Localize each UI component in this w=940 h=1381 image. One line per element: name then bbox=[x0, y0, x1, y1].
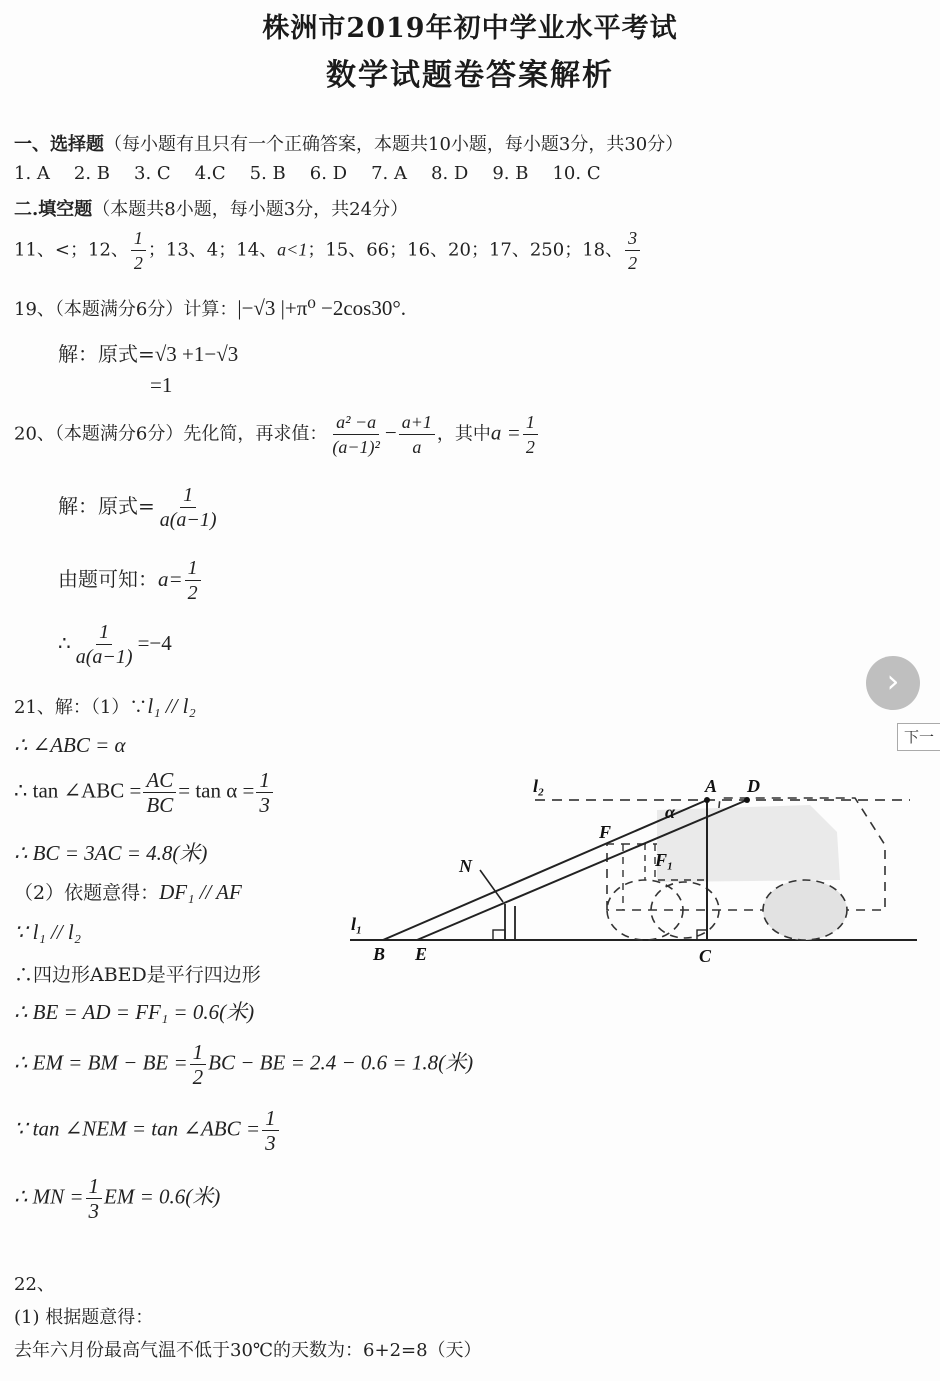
q21-line-9: ∴ EM = BM − BE = $\frac{1}{2}$ BC − BE = 2.4 − 0.6 = 1.8(米) bbox=[14, 1040, 474, 1089]
q20-given-fraction: $\frac{1}{2}$ bbox=[185, 556, 201, 605]
section2-note: （本题共8小题，每小题3分，共24分） bbox=[92, 199, 409, 220]
choice-answer: 1. A bbox=[14, 163, 50, 184]
choice-answer: 7. A bbox=[371, 163, 408, 184]
q21-line-8: ∴ BE = AD = FF₁ = 0.6(米) bbox=[14, 1000, 255, 1024]
label-D: D bbox=[747, 776, 760, 796]
choice-answer: 9. B bbox=[492, 163, 529, 184]
answer-11: 11、<； bbox=[14, 239, 88, 261]
section2-heading: 二.填空题 bbox=[14, 199, 93, 220]
section1-answers bbox=[14, 163, 625, 184]
q21-line-1: 21、解：（1）∵l₁ // l₂ bbox=[14, 694, 196, 718]
q19-result: =1 bbox=[150, 373, 173, 397]
answer-15-17: ；15、66；16、20；17、250；18、 bbox=[307, 239, 624, 261]
label-F1: F₁ bbox=[655, 850, 674, 870]
choice-answer: 6. D bbox=[309, 163, 348, 184]
label-l2: l₂ bbox=[533, 776, 545, 796]
label-alpha: α bbox=[665, 802, 675, 822]
answer-12-fraction: $\frac{1}{2}$ bbox=[131, 226, 146, 275]
answer-14: a<1 bbox=[277, 239, 308, 260]
q21-line-4: ∴ BC = 3AC = 4.8(米) bbox=[14, 841, 208, 865]
q22-head: 22、 bbox=[14, 1274, 55, 1295]
car-body-shade bbox=[657, 805, 840, 882]
choice-answer: 10. C bbox=[552, 163, 601, 184]
q21-line-3: ∴ tan ∠ABC = $\frac{AC}{BC}$ = tan α = $\frac{1}{3}$ bbox=[14, 768, 275, 817]
q19-prompt: 19、（本题满分6分）计算：|−√3 |+π⁰ −2cos30°. bbox=[14, 296, 406, 320]
q21-line-6: ∵ l₁ // l₂ bbox=[14, 920, 82, 944]
q20-fraction-2: $\frac{a+1}{a}$ bbox=[399, 410, 435, 459]
label-E: E bbox=[415, 944, 428, 964]
wheel-right bbox=[763, 880, 847, 940]
q21-line-5: （2）依题意得：DF₁ // AF bbox=[14, 880, 242, 904]
label-N: N bbox=[459, 856, 472, 876]
next-page-button[interactable] bbox=[866, 656, 920, 710]
chevron-right-icon: › bbox=[886, 662, 900, 700]
q20-therefore: ∴ $\frac{1}{a(a-1)}$ =−4 bbox=[58, 621, 172, 668]
section1-note: （每小题有且只有一个正确答案，本题共10小题，每小题3分，共30分） bbox=[104, 134, 684, 155]
q20-therefore-fraction: $\frac{1}{a(a-1)}$ bbox=[75, 621, 133, 668]
label-C: C bbox=[699, 946, 712, 966]
q20-fraction-1: $\frac{\text{a² −a}}{\text{(a−1)²}}$ bbox=[332, 412, 380, 457]
title-line-2: 数学试题卷答案解析 bbox=[326, 58, 614, 93]
q21-line-7: ∴四边形ABED是平行四边形 bbox=[14, 964, 261, 986]
choice-answer: 2. B bbox=[73, 163, 111, 184]
section2-header bbox=[14, 195, 408, 221]
q22-line-2: 去年六月份最高气温不低于30℃的天数为：6+2=8（天） bbox=[14, 1340, 482, 1361]
q20-sol-fraction: $\frac{1}{a(a-1)}$ bbox=[159, 484, 217, 531]
q20-cond-fraction: $\frac{1}{2}$ bbox=[523, 410, 538, 459]
label-F: F bbox=[599, 822, 612, 842]
point-D bbox=[744, 797, 750, 803]
next-page-label[interactable]: 下一 bbox=[897, 723, 940, 751]
q19-expression: |−√3 |+π⁰ −2cos30°. bbox=[237, 296, 406, 320]
q19-solution: 解：原式=√3 +1−√3 bbox=[58, 342, 239, 366]
answer-12-label: 12、 bbox=[88, 239, 129, 261]
choice-answer: 3. C bbox=[134, 163, 171, 184]
label-A: A bbox=[705, 776, 718, 796]
section2-answers bbox=[14, 226, 642, 275]
geometry-diagram bbox=[345, 770, 920, 970]
choice-answer: 8. D bbox=[431, 163, 469, 184]
right-angle-M bbox=[493, 930, 505, 940]
q21-line-2: ∴ ∠ABC = α bbox=[14, 733, 126, 757]
choice-answer: 4.C bbox=[194, 163, 226, 184]
q21-line-10: ∵ tan ∠NEM = tan ∠ABC = $\frac{1}{3}$ bbox=[14, 1106, 281, 1155]
q22-line-1: (1) 根据题意得： bbox=[14, 1307, 154, 1328]
choice-answer: 5. B bbox=[249, 163, 286, 184]
label-B: B bbox=[373, 944, 386, 964]
title-line-1: 株洲市2019年初中学业水平考试 bbox=[262, 13, 678, 44]
section1-header bbox=[14, 130, 683, 156]
point-A bbox=[704, 797, 710, 803]
answer-18-fraction: $\frac{3}{2}$ bbox=[625, 226, 640, 275]
answer-13: ；13、4；14、 bbox=[147, 239, 278, 261]
q21-line-11: ∴ MN = $\frac{1}{3}$ EM = 0.6(米) bbox=[14, 1174, 221, 1223]
q20-prompt: 20、（本题满分6分）先化简，再求值： $\frac{\text{a² −a}}{\text{(a−1)²}}$ − $\frac{a+1}{a}$ ，其中a = $\frac{1}{2}$ bbox=[14, 410, 540, 459]
section1-heading: 一、选择题 bbox=[14, 134, 104, 155]
q20-given: 由题可知：a= $\frac{1}{2}$ bbox=[58, 556, 203, 605]
q20-solution: 解：原式= $\frac{1}{a(a-1)}$ bbox=[58, 483, 222, 532]
label-l1: l₁ bbox=[351, 914, 363, 934]
